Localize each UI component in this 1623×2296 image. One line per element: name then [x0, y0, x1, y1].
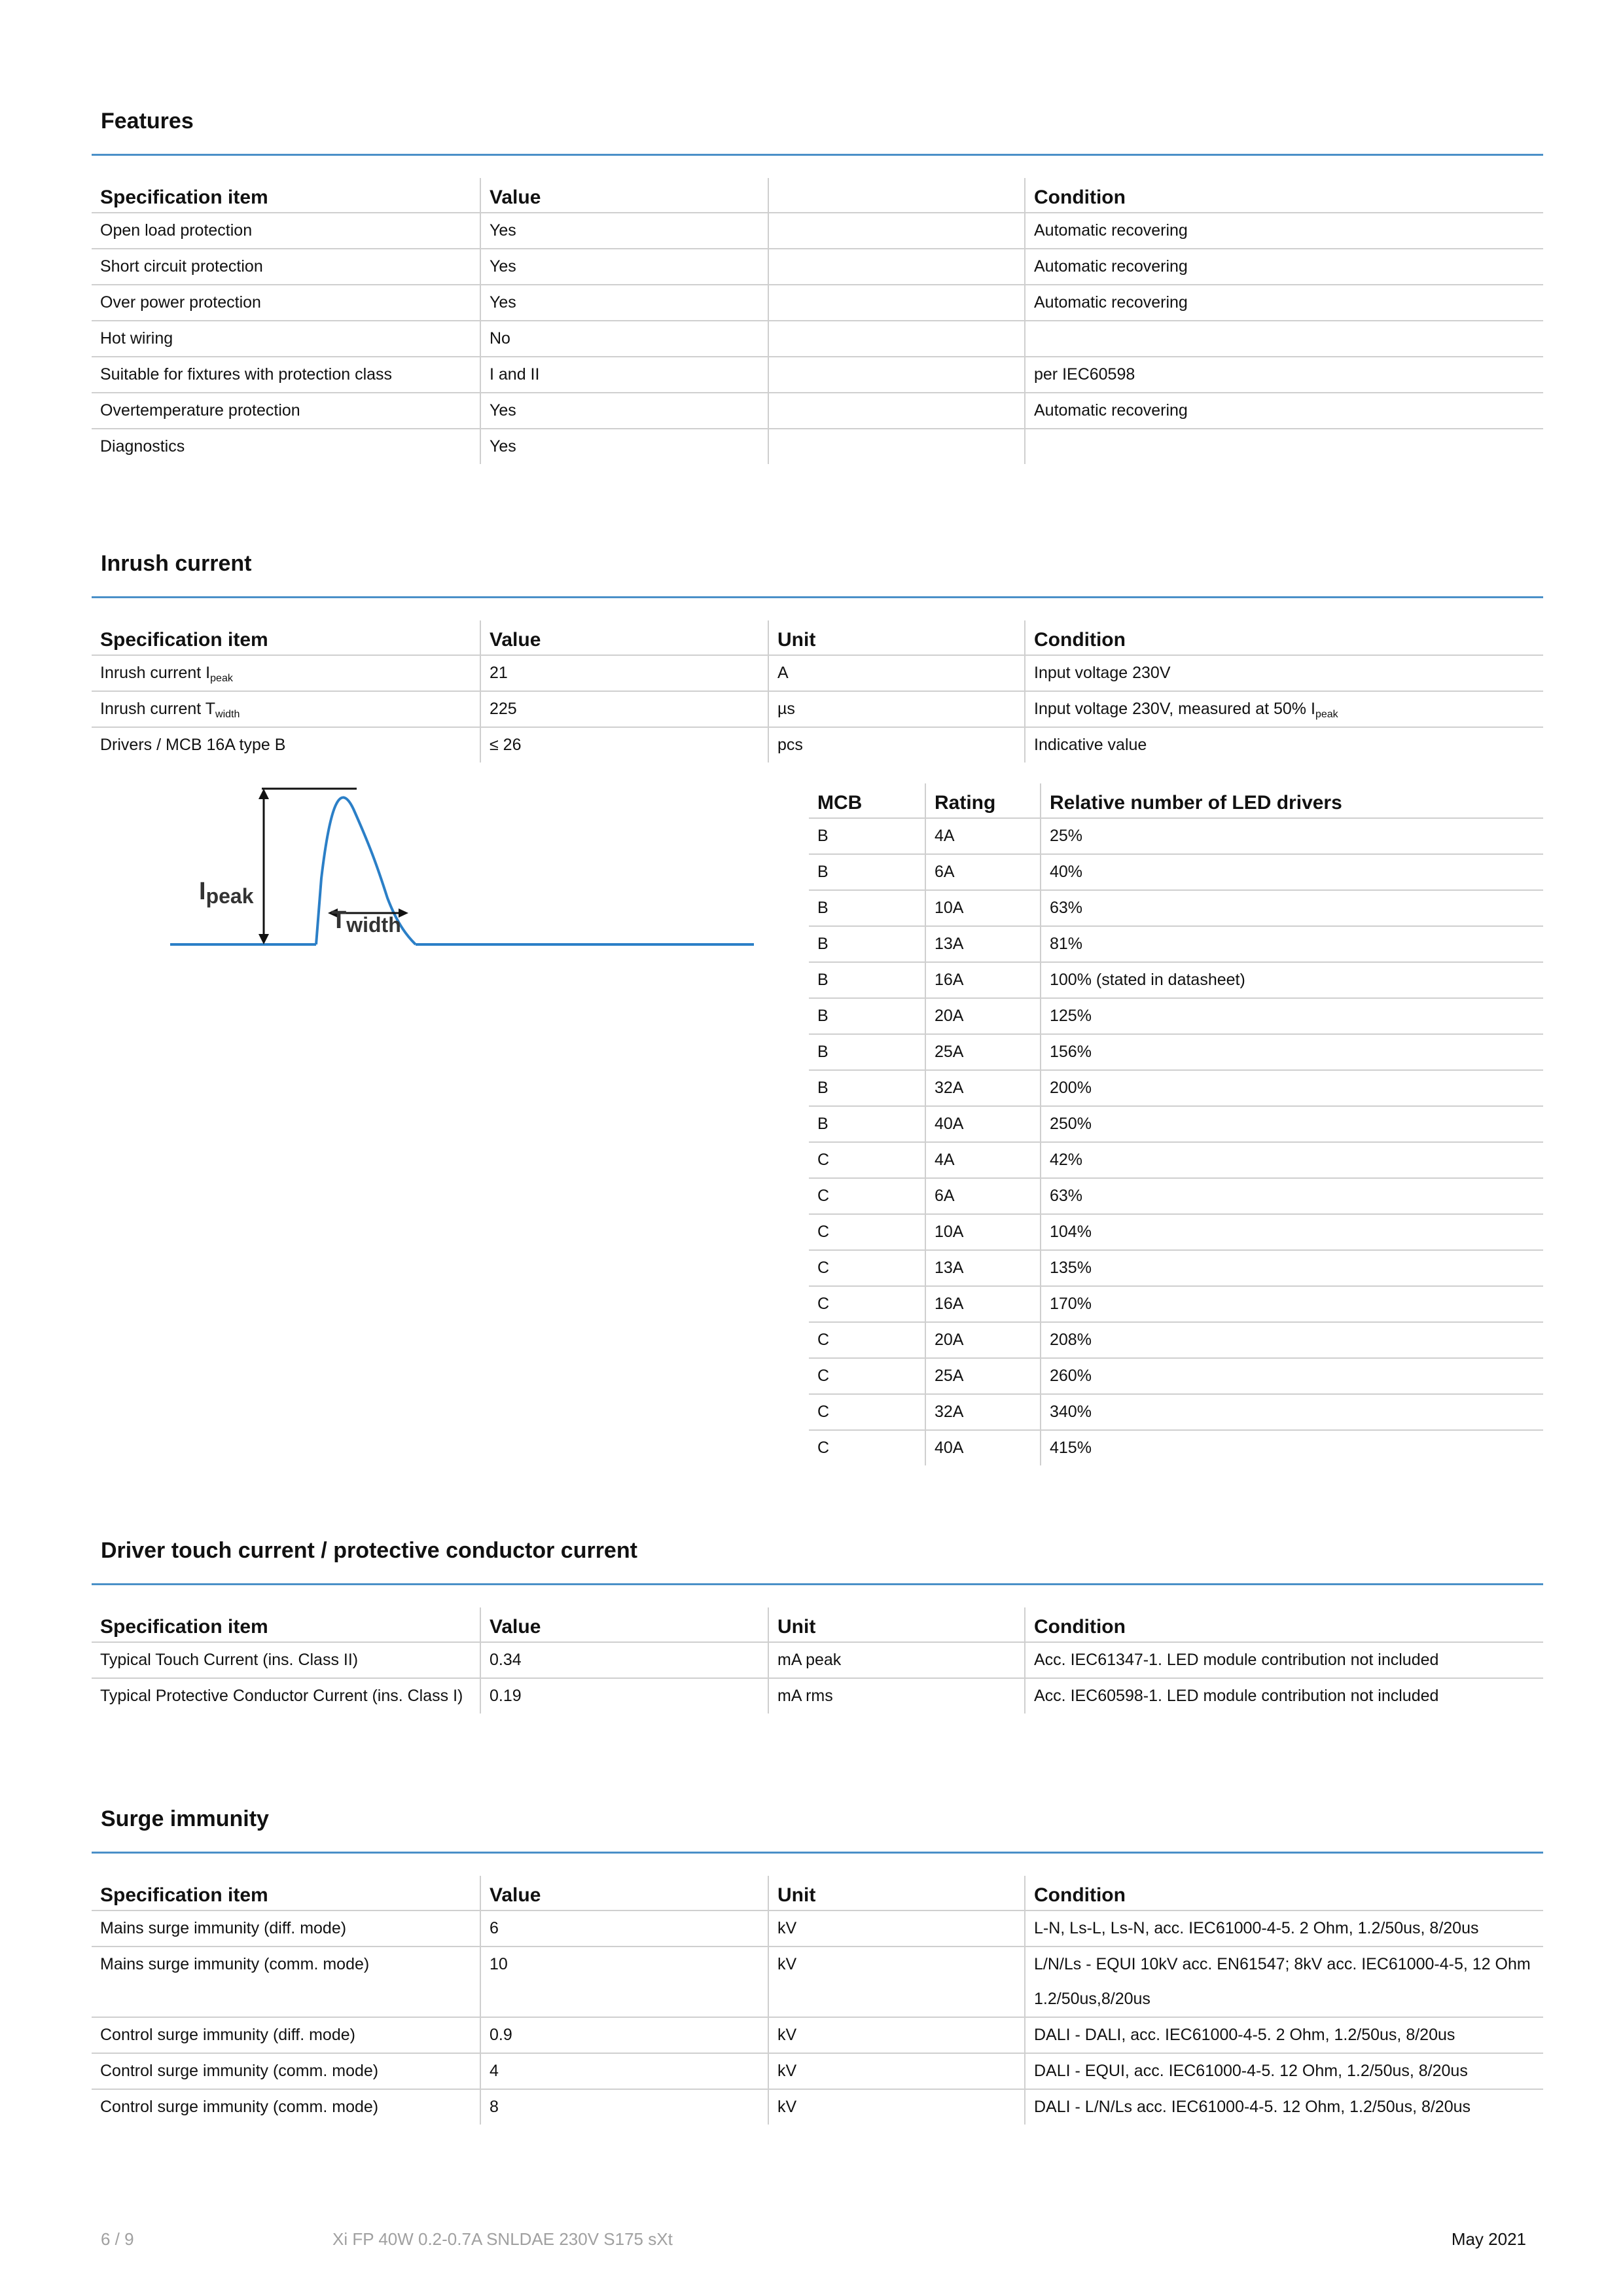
cell-rating: 16A — [925, 1286, 1041, 1322]
cell-relative: 260% — [1041, 1358, 1543, 1394]
header-condition: Condition — [1025, 620, 1543, 655]
table-row — [809, 1070, 1543, 1106]
table-row — [809, 818, 1543, 854]
cell-rating: 20A — [925, 1322, 1041, 1358]
cell-unit: mA rms — [768, 1678, 1025, 1713]
features-title: Features — [101, 109, 194, 134]
width-label-main: T — [331, 906, 347, 934]
cell-condition: Automatic recovering — [1025, 285, 1543, 321]
item-text: Inrush current I — [100, 664, 211, 682]
cell-relative: 42% — [1041, 1142, 1543, 1178]
table-row — [92, 691, 1543, 727]
cell-unit: A — [768, 655, 1025, 691]
footer-page-number: 6 / 9 — [101, 2229, 134, 2249]
touch-current-table — [92, 1607, 1543, 1713]
table-row — [92, 727, 1543, 762]
peak-label — [199, 878, 254, 908]
footer-product-name: Xi FP 40W 0.2-0.7A SNLDAE 230V S175 sXt — [332, 2229, 673, 2249]
cell-value: ≤ 26 — [480, 727, 768, 762]
cell-mcb: C — [809, 1394, 925, 1430]
cell-relative: 135% — [1041, 1250, 1543, 1286]
cell-value: 4 — [480, 2053, 768, 2089]
cell-value: 0.9 — [480, 2017, 768, 2053]
inrush-section — [92, 551, 1543, 1457]
cell-rating: 13A — [925, 1250, 1041, 1286]
table-row — [92, 1946, 1543, 2017]
cell-mcb: C — [809, 1142, 925, 1178]
cell-item: Over power protection — [92, 285, 480, 321]
cell-mcb: C — [809, 1358, 925, 1394]
table-row — [92, 249, 1543, 285]
table-row — [92, 1642, 1543, 1678]
header-unit: Unit — [768, 1607, 1025, 1642]
cell-item: Diagnostics — [100, 437, 185, 456]
cell-condition: DALI - L/N/Ls acc. IEC61000-4-5. 12 Ohm, 1.2/50us, 8/20us — [1025, 2089, 1543, 2125]
cell-condition — [1025, 727, 1543, 762]
mcb-header-row — [809, 783, 1543, 818]
table-row — [92, 285, 1543, 321]
features-table — [92, 178, 1543, 464]
table-row — [809, 1286, 1543, 1322]
cell-condition: Automatic recovering — [1025, 213, 1543, 249]
inrush-header-row — [92, 620, 1543, 655]
cell-item — [92, 691, 480, 727]
table-row — [92, 1678, 1543, 1713]
cell-value: 8 — [480, 2089, 768, 2125]
cell-relative: 250% — [1041, 1106, 1543, 1142]
table-row — [92, 2017, 1543, 2053]
condition-subscript: peak — [1315, 709, 1338, 720]
cell-rating: 6A — [925, 854, 1041, 890]
cell-rating: 25A — [925, 1034, 1041, 1070]
item-subscript: width — [215, 709, 240, 720]
header-unit: Unit — [768, 620, 1025, 655]
cell-unit — [768, 285, 1025, 321]
header-specification-item: Specification item — [92, 1876, 480, 1910]
table-row — [92, 393, 1543, 429]
cell-unit — [768, 321, 1025, 357]
table-row — [92, 321, 1543, 357]
cell-condition — [1025, 691, 1543, 727]
touch-current-header-row — [92, 1607, 1543, 1642]
table-row — [809, 1322, 1543, 1358]
table-row — [809, 1034, 1543, 1070]
cell-mcb: B — [809, 1034, 925, 1070]
cell-unit — [768, 213, 1025, 249]
table-row — [92, 655, 1543, 691]
table-row — [809, 1394, 1543, 1430]
table-row — [92, 429, 1543, 464]
cell-relative: 415% — [1041, 1430, 1543, 1465]
table-row — [92, 357, 1543, 393]
cell-condition — [1025, 429, 1543, 464]
header-specification-item: Specification item — [92, 1607, 480, 1642]
item-text: Inrush current T — [100, 700, 216, 718]
table-row — [92, 1910, 1543, 1946]
cell-rating: 13A — [925, 926, 1041, 962]
cell-unit — [768, 429, 1025, 464]
cell-mcb: B — [809, 1070, 925, 1106]
inrush-waveform-diagram — [92, 787, 772, 957]
table-row — [92, 213, 1543, 249]
header-value: Value — [480, 1876, 768, 1910]
cell-condition: L-N, Ls-L, Ls-N, acc. IEC61000-4-5. 2 Ohm, 1.2/50us, 8/20us — [1025, 1910, 1543, 1946]
touch-current-rule — [92, 1583, 1543, 1585]
cell-mcb: B — [809, 890, 925, 926]
header-specification-item: Specification item — [92, 178, 480, 213]
header-condition: Condition — [1025, 1607, 1543, 1642]
cell-item — [92, 727, 480, 762]
cell-unit — [768, 393, 1025, 429]
header-unit: Unit — [768, 1876, 1025, 1910]
surge-immunity-section — [92, 1806, 1543, 2134]
table-row — [809, 854, 1543, 890]
cell-rating: 40A — [925, 1106, 1041, 1142]
cell-value: No — [480, 321, 768, 357]
cell-mcb: B — [809, 962, 925, 998]
item-subscript: peak — [210, 673, 233, 684]
table-row — [809, 998, 1543, 1034]
peak-label-sub: peak — [205, 884, 254, 908]
cell-unit: kV — [768, 2017, 1025, 2053]
cell-mcb: C — [809, 1178, 925, 1214]
header-value: Value — [480, 620, 768, 655]
width-label-sub: width — [346, 913, 401, 937]
table-row — [809, 1430, 1543, 1465]
cell-item: Open load protection — [92, 213, 480, 249]
cell-condition: L/N/Ls - EQUI 10kV acc. EN61547; 8kV acc. IEC61000-4-5, 12 Ohm 1.2/50us,8/20us — [1025, 1946, 1543, 2017]
header-value: Value — [480, 178, 768, 213]
cell-unit — [768, 357, 1025, 393]
header-condition: Condition — [1025, 1876, 1543, 1910]
cell-item: Mains surge immunity (comm. mode) — [92, 1946, 480, 2017]
header-unit — [768, 178, 1025, 213]
cell-relative: 25% — [1041, 818, 1543, 854]
cell-relative: 81% — [1041, 926, 1543, 962]
cell-unit: pcs — [768, 727, 1025, 762]
peak-label-main: I — [199, 878, 206, 905]
header-value: Value — [480, 1607, 768, 1642]
table-row — [92, 2089, 1543, 2125]
inrush-table — [92, 620, 1543, 762]
cell-unit: kV — [768, 2089, 1025, 2125]
table-row — [809, 1250, 1543, 1286]
condition-text: Indicative value — [1034, 736, 1147, 754]
table-row — [809, 1142, 1543, 1178]
cell-relative: 100% (stated in datasheet) — [1041, 962, 1543, 998]
inrush-rule — [92, 596, 1543, 598]
cell-value: 21 — [480, 655, 768, 691]
mcb-table — [809, 783, 1543, 1465]
table-row — [92, 2053, 1543, 2089]
condition-text: Input voltage 230V — [1034, 664, 1171, 682]
table-row — [809, 1106, 1543, 1142]
cell-rating: 32A — [925, 1070, 1041, 1106]
cell-mcb: C — [809, 1214, 925, 1250]
cell-rating: 20A — [925, 998, 1041, 1034]
cell-item: Control surge immunity (comm. mode) — [92, 2053, 480, 2089]
table-row — [809, 962, 1543, 998]
cell-item: Short circuit protection — [92, 249, 480, 285]
mcb-table-body — [809, 818, 1543, 1465]
condition-text: Input voltage 230V, measured at 50% I — [1034, 700, 1315, 718]
cell-condition: per IEC60598 — [1025, 357, 1543, 393]
table-row — [809, 1178, 1543, 1214]
cell-rating: 4A — [925, 818, 1041, 854]
touch-current-title: Driver touch current / protective conductor current — [101, 1538, 637, 1563]
cell-value: 225 — [480, 691, 768, 727]
header-specification-item: Specification item — [92, 620, 480, 655]
table-row — [809, 1358, 1543, 1394]
features-header-row — [92, 178, 1543, 213]
width-label — [331, 906, 401, 937]
cell-unit: kV — [768, 1910, 1025, 1946]
cell-unit — [768, 249, 1025, 285]
footer-date: May 2021 — [1451, 2229, 1526, 2249]
table-row — [809, 1214, 1543, 1250]
cell-rating: 16A — [925, 962, 1041, 998]
table-row — [809, 890, 1543, 926]
cell-value: Yes — [480, 285, 768, 321]
cell-mcb: C — [809, 1250, 925, 1286]
cell-item: Overtemperature protection — [92, 393, 480, 429]
cell-condition — [1025, 655, 1543, 691]
cell-item: Mains surge immunity (diff. mode) — [92, 1910, 480, 1946]
cell-rating: 10A — [925, 890, 1041, 926]
header-mcb: MCB — [809, 783, 925, 818]
table-row — [809, 926, 1543, 962]
cell-item: Suitable for fixtures with protection class — [92, 357, 480, 393]
cell-value: Yes — [480, 429, 768, 464]
cell-condition: Acc. IEC60598-1. LED module contribution not included — [1025, 1678, 1543, 1713]
cell-value: 0.34 — [480, 1642, 768, 1678]
cell-mcb: C — [817, 1439, 830, 1457]
cell-unit: µs — [768, 691, 1025, 727]
header-rating: Rating — [925, 783, 1041, 818]
header-relative-number: Relative number of LED drivers — [1041, 783, 1543, 818]
cell-relative: 125% — [1041, 998, 1543, 1034]
cell-rating: 4A — [925, 1142, 1041, 1178]
cell-item: Control surge immunity (diff. mode) — [92, 2017, 480, 2053]
cell-item — [92, 655, 480, 691]
cell-item: Typical Protective Conductor Current (ins. Class I) — [100, 1687, 463, 1705]
cell-value: Yes — [480, 393, 768, 429]
cell-mcb: B — [809, 1106, 925, 1142]
surge-immunity-rule — [92, 1852, 1543, 1854]
cell-relative: 63% — [1041, 890, 1543, 926]
cell-rating: 10A — [925, 1214, 1041, 1250]
cell-unit: mA peak — [768, 1642, 1025, 1678]
cell-mcb: C — [809, 1322, 925, 1358]
cell-value: I and II — [480, 357, 768, 393]
cell-relative: 208% — [1041, 1322, 1543, 1358]
surge-immunity-header-row — [92, 1876, 1543, 1910]
cell-value: 0.19 — [480, 1678, 768, 1713]
cell-item: Control surge immunity (comm. mode) — [100, 2098, 379, 2116]
cell-relative: 63% — [1041, 1178, 1543, 1214]
header-condition: Condition — [1025, 178, 1543, 213]
cell-mcb: C — [809, 1286, 925, 1322]
cell-relative: 200% — [1041, 1070, 1543, 1106]
item-text: Drivers / MCB 16A type B — [100, 736, 286, 754]
surge-immunity-title: Surge immunity — [101, 1806, 269, 1831]
cell-value: 6 — [480, 1910, 768, 1946]
cell-rating: 32A — [925, 1394, 1041, 1430]
cell-rating: 40A — [925, 1430, 1041, 1465]
peak-arrowhead-up — [259, 789, 269, 799]
peak-arrowhead-down — [259, 934, 269, 944]
cell-condition: Automatic recovering — [1025, 393, 1543, 429]
cell-value: 10 — [480, 1946, 768, 2017]
cell-mcb: B — [809, 926, 925, 962]
cell-condition — [1025, 321, 1543, 357]
cell-rating: 6A — [925, 1178, 1041, 1214]
surge-immunity-table — [92, 1876, 1543, 2125]
cell-value: Yes — [480, 249, 768, 285]
touch-current-section — [92, 1538, 1543, 1734]
cell-unit: kV — [768, 1946, 1025, 2017]
features-section — [92, 109, 1543, 462]
cell-mcb: B — [809, 998, 925, 1034]
cell-condition: DALI - EQUI, acc. IEC61000-4-5. 12 Ohm, 1.2/50us, 8/20us — [1025, 2053, 1543, 2089]
cell-condition: Automatic recovering — [1025, 249, 1543, 285]
inrush-title: Inrush current — [101, 551, 252, 576]
cell-mcb: B — [809, 818, 925, 854]
cell-condition: DALI - DALI, acc. IEC61000-4-5. 2 Ohm, 1.2/50us, 8/20us — [1025, 2017, 1543, 2053]
cell-relative: 340% — [1041, 1394, 1543, 1430]
features-rule — [92, 154, 1543, 156]
cell-item: Typical Touch Current (ins. Class II) — [92, 1642, 480, 1678]
cell-mcb: B — [809, 854, 925, 890]
cell-unit: kV — [768, 2053, 1025, 2089]
cell-relative: 40% — [1041, 854, 1543, 890]
cell-value: Yes — [480, 213, 768, 249]
cell-rating: 25A — [925, 1358, 1041, 1394]
cell-relative: 156% — [1041, 1034, 1543, 1070]
cell-relative: 170% — [1041, 1286, 1543, 1322]
cell-condition: Acc. IEC61347-1. LED module contribution not included — [1025, 1642, 1543, 1678]
cell-item: Hot wiring — [92, 321, 480, 357]
cell-relative: 104% — [1041, 1214, 1543, 1250]
